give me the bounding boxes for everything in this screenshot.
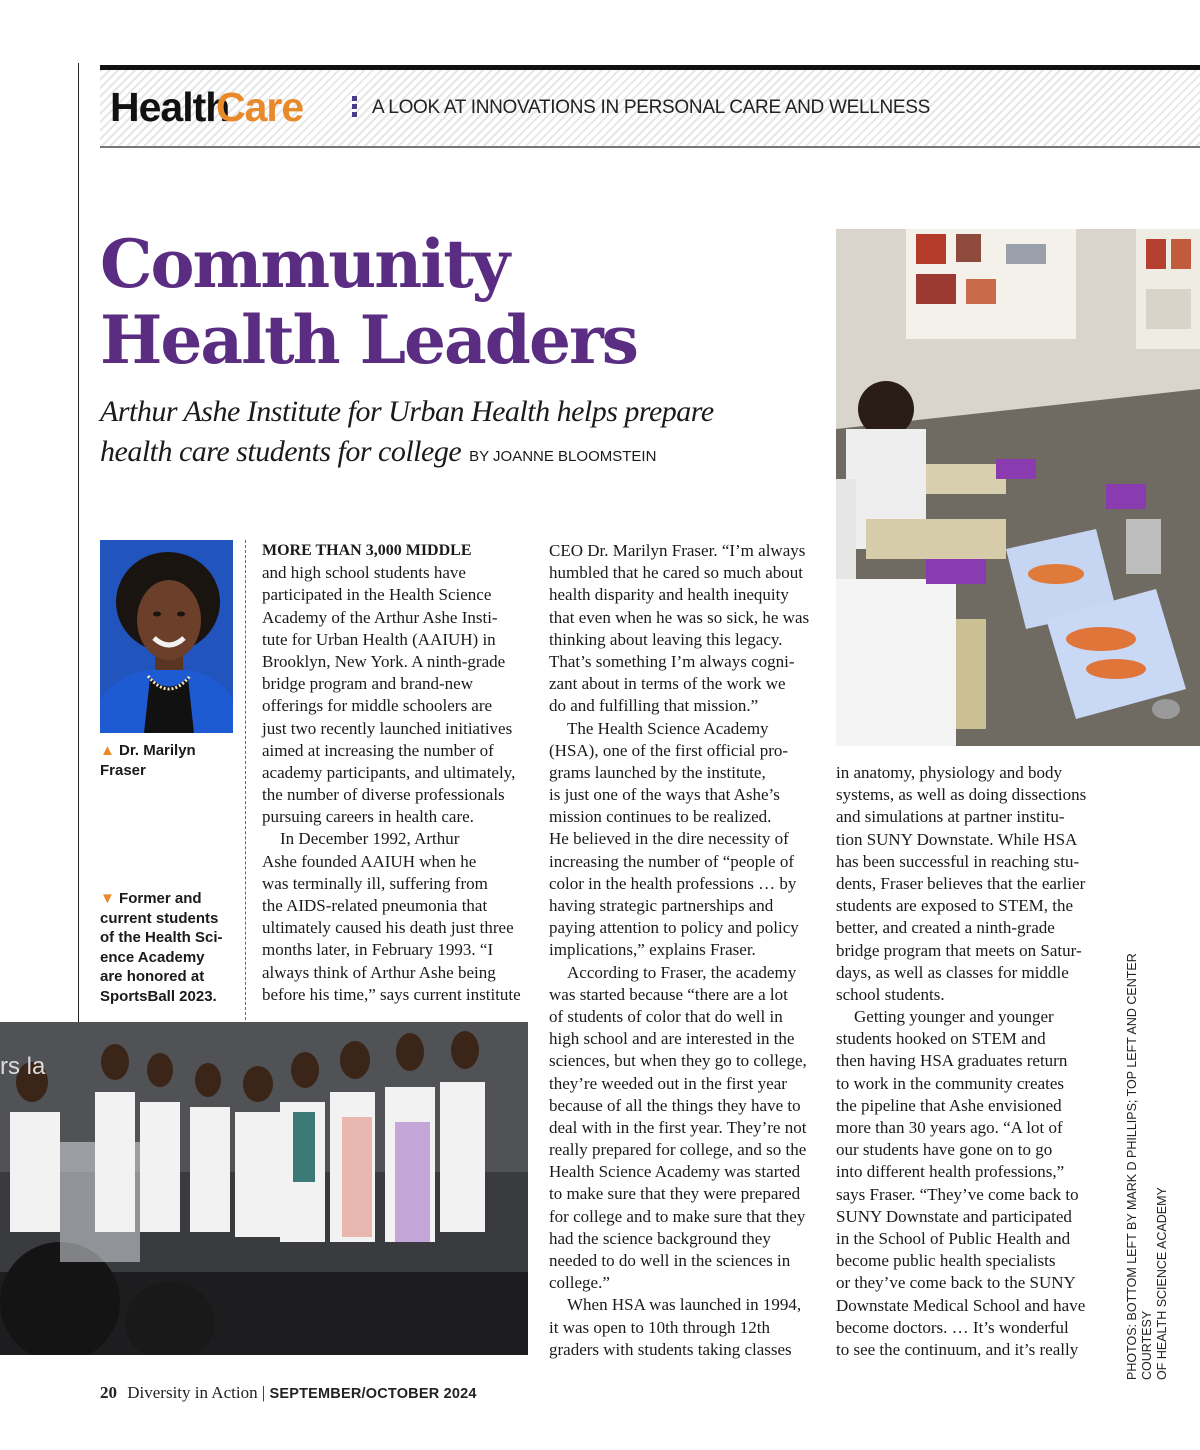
body-text-line: color in the health professions … by <box>549 873 797 893</box>
body-text-line: that even when he was so sick, he was <box>549 607 810 627</box>
body-text-line: offerings for middle schoolers are <box>262 696 493 716</box>
caption-up-arrow-icon: ▲ <box>100 742 115 759</box>
credit-line: PHOTOS: BOTTOM LEFT BY MARK D PHILLIPS; TOP LEFT AND CENTER COURTESY <box>1125 953 1154 1380</box>
body-text-line: Health Science Academy was started <box>549 1162 801 1182</box>
caption-line: Former and <box>119 890 202 907</box>
body-text-line: to see the continuum, and it’s really <box>836 1339 1079 1359</box>
body-text-line: bridge program that meets on Satur- <box>836 940 1082 960</box>
issue-date: SEPTEMBER/OCTOBER 2024 <box>269 1386 477 1402</box>
header-bottom-rule <box>100 146 1200 148</box>
caption-line: current students <box>100 909 219 927</box>
body-text-line: because of all the things they have to <box>549 1095 801 1115</box>
body-text-line: systems, as well as doing dissections <box>836 785 1087 805</box>
body-text-line: needed to do well in the sciences in <box>549 1251 791 1270</box>
page-number: 20 <box>100 1383 117 1402</box>
left-margin-rule <box>78 63 79 1023</box>
body-text-line: then having HSA graduates return <box>836 1051 1068 1071</box>
body-text-line: to work in the community creates <box>836 1073 1065 1093</box>
body-text-line: SUNY Downstate and participated <box>836 1206 1072 1226</box>
body-text-line: increasing the number of “people of <box>549 851 794 871</box>
body-text-line: zant about in terms of the work we <box>549 674 786 694</box>
article-deck <box>100 392 820 477</box>
footer-separator: | <box>261 1383 266 1402</box>
body-text-line: Getting younger and younger <box>854 1007 1054 1027</box>
body-text-line: into different health professions,” <box>836 1162 1065 1182</box>
body-text-line: in anatomy, physiology and body <box>836 763 1063 782</box>
body-text-line: do and fulfilling that mission.” <box>549 696 759 716</box>
body-text-line: is just one of the ways that Ashe’s <box>549 785 780 805</box>
article-title <box>100 226 820 378</box>
body-text-line: sciences, but when they go to college, <box>549 1051 807 1071</box>
deck-line-text: health care students for college <box>100 435 462 468</box>
body-text-line: says Fraser. “They’ve come back to <box>836 1184 1079 1204</box>
body-text-line: Ashe founded AAIUH when he <box>262 851 477 871</box>
body-text-line: students hooked on STEM and <box>836 1029 1046 1049</box>
body-text-line: they’re weeded out in the first year <box>549 1073 787 1093</box>
body-text-line: Brooklyn, New York. A ninth-grade <box>262 651 506 671</box>
lab-dissection-photo <box>836 229 1200 746</box>
caption-down-arrow-icon: ▼ <box>100 890 115 907</box>
body-text-line: mission continues to be realized. <box>549 807 772 827</box>
body-text-line: was terminally ill, suffering from <box>262 873 488 893</box>
body-text-line: in the School of Public Health and <box>836 1228 1071 1248</box>
body-text-line: deal with in the first year. They’re not <box>549 1117 807 1137</box>
body-text-line: become public health specialists <box>836 1251 1056 1271</box>
body-text-line: implications,” explains Fraser. <box>549 940 756 960</box>
body-text-line: days, as well as classes for middle <box>836 962 1069 982</box>
body-text-line: really prepared for college, and so the <box>549 1140 807 1160</box>
deck-line <box>100 432 820 477</box>
body-column-1 <box>262 540 521 1006</box>
body-text-line: has been successful in reaching stu- <box>836 851 1080 871</box>
body-text-line: months later, in February 1993. “I <box>262 940 494 960</box>
body-text-line: academy participants, and ultimately, <box>262 762 516 782</box>
body-text-line: school students. <box>836 984 945 1004</box>
body-text-line: graders with students taking classes <box>549 1339 792 1359</box>
body-text-line: ultimately caused his death just three <box>262 918 514 938</box>
body-text-line: aimed at increasing the number of <box>262 740 494 760</box>
body-text-line: the pipeline that Ashe envisioned <box>836 1095 1062 1115</box>
publication-name: Diversity in Action <box>127 1383 258 1402</box>
body-text-line: grams launched by the institute, <box>549 762 766 782</box>
body-column-2 <box>549 540 809 1361</box>
body-text-line: CEO Dr. Marilyn Fraser. “I’m always <box>549 541 806 560</box>
body-text-line: and high school students have <box>262 563 466 583</box>
body-column-3 <box>836 762 1086 1361</box>
body-text-line: of students of color that do well in <box>549 1006 783 1026</box>
body-text-line: paying attention to policy and policy <box>549 918 799 938</box>
body-text-line: students are exposed to STEM, the <box>836 896 1074 916</box>
body-text-line: was started because “there are a lot <box>549 984 788 1004</box>
portrait-caption-text: Dr. Marilyn Fraser <box>100 742 196 779</box>
body-text-line: our students have gone on to go <box>836 1140 1053 1160</box>
body-text-line: (HSA), one of the first official pro- <box>549 740 789 760</box>
body-text-line: bridge program and brand-new <box>262 674 474 694</box>
body-text-line: or they’ve come back to the SUNY <box>836 1273 1076 1293</box>
body-text-line: better, and created a ninth-grade <box>836 918 1055 938</box>
body-text-line: That’s something I’m always cogni- <box>549 651 795 671</box>
body-text-line: tute for Urban Health (AAIUH) in <box>262 629 496 649</box>
body-text-line: had the science background they <box>549 1228 771 1248</box>
page-footer <box>100 1383 477 1403</box>
backdrop-sign-text: rs la <box>0 1053 46 1080</box>
section-divider-dots <box>352 96 358 122</box>
body-text-line: Downstate Medical School and have <box>836 1295 1086 1315</box>
section-tagline: A LOOK AT INNOVATIONS IN PERSONAL CARE AND WELLNESS <box>372 97 931 118</box>
body-text-line: more than 30 years ago. “A lot of <box>836 1118 1063 1137</box>
body-text-line: and simulations at partner institu- <box>836 807 1065 827</box>
body-text-line: Academy of the Arthur Ashe Insti- <box>262 607 498 627</box>
lab-photo-illustration <box>836 229 1200 746</box>
body-text-line: According to Fraser, the academy <box>567 962 797 982</box>
body-text-line: dents, Fraser believes that the earlier <box>836 873 1086 893</box>
body-text-line: having strategic partnerships and <box>549 896 774 915</box>
section-name-care: Care <box>216 84 304 130</box>
portrait-illustration <box>100 540 233 733</box>
students-honored-photo <box>0 1022 528 1355</box>
body-text-line: the AIDS-related pneumonia that <box>262 896 488 915</box>
byline: BY JOANNE BLOOMSTEIN <box>469 448 657 465</box>
body-text-line: tion SUNY Downstate. While HSA <box>836 829 1078 849</box>
portrait-caption <box>100 741 240 780</box>
body-text-line: pursuing careers in health care. <box>262 807 474 827</box>
body-text-line: become doctors. … It’s wonderful <box>836 1317 1069 1337</box>
body-text-line: The Health Science Academy <box>567 718 769 738</box>
photo-credit <box>1125 900 1170 1380</box>
body-text-line: MORE THAN 3,000 MIDDLE <box>262 542 472 559</box>
body-text-line: participated in the Health Science <box>262 585 492 605</box>
body-text-line: In December 1992, Arthur <box>280 829 460 849</box>
students-caption <box>100 889 240 1006</box>
title-line: Community <box>100 225 509 303</box>
body-text-line: the number of diverse professionals <box>262 785 505 805</box>
title-line: Health Leaders <box>100 301 637 379</box>
body-text-line: before his time,” says current institute <box>262 984 521 1004</box>
body-text-line: health disparity and health inequity <box>549 585 789 605</box>
body-text-line: for college and to make sure that they <box>549 1206 806 1226</box>
body-text-line: He believed in the dire necessity of <box>549 829 789 849</box>
caption-line: are honored at <box>100 968 205 985</box>
body-text-line: it was open to 10th through 12th <box>549 1317 770 1337</box>
caption-line: of the Health Sci- <box>100 929 223 946</box>
section-name-health: Health <box>110 84 230 130</box>
body-text-line: high school and are interested in the <box>549 1029 795 1049</box>
body-text-line: always think of Arthur Ashe being <box>262 962 496 982</box>
deck-line: Arthur Ashe Institute for Urban Health helps prepare <box>100 395 714 428</box>
column-dashed-divider <box>245 540 246 1020</box>
body-text-line: to make sure that they were prepared <box>549 1184 801 1204</box>
body-text-line: humbled that he cared so much about <box>549 563 803 583</box>
body-text-line: just two recently launched initiatives <box>262 718 513 738</box>
portrait-photo <box>100 540 233 733</box>
body-text-line: thinking about leaving this legacy. <box>549 629 783 649</box>
credit-line: OF HEALTH SCIENCE ACADEMY <box>1155 1187 1169 1380</box>
caption-line: SportsBall 2023. <box>100 987 217 1005</box>
body-text-line: college.” <box>549 1273 610 1293</box>
caption-line: ence Academy <box>100 948 205 966</box>
students-photo-illustration <box>0 1022 528 1355</box>
body-text-line: When HSA was launched in 1994, <box>567 1295 802 1315</box>
